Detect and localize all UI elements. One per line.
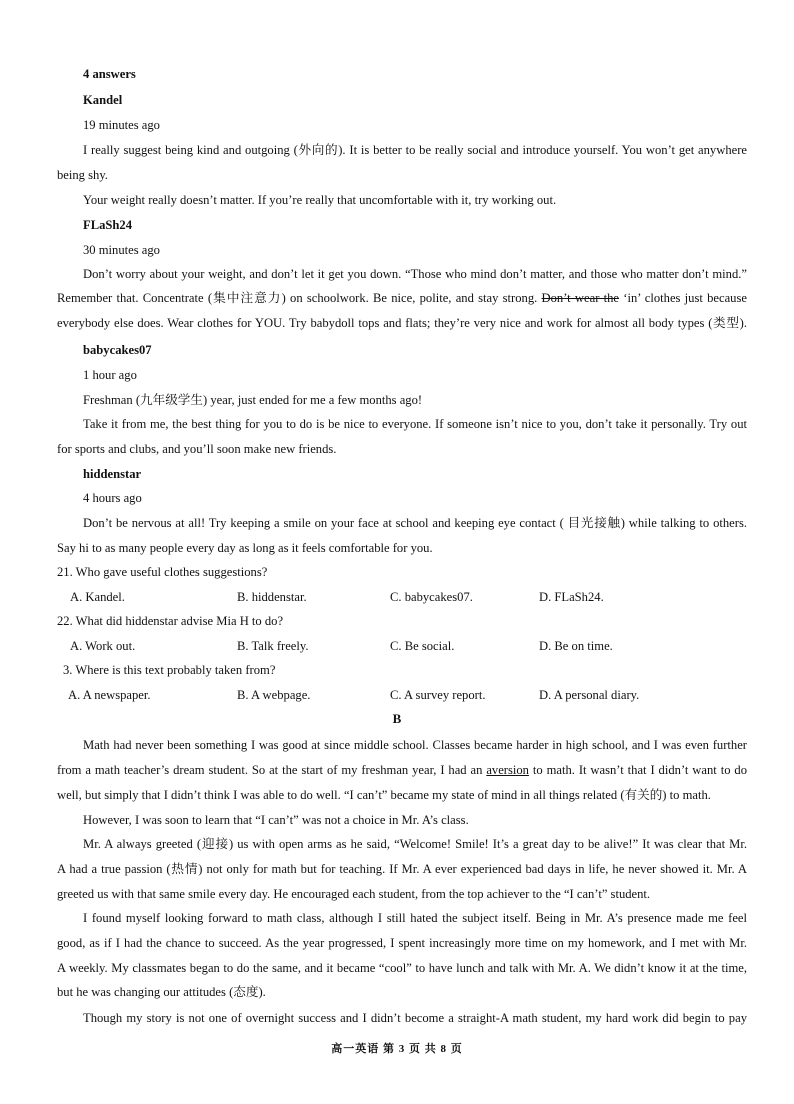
answer-text [57, 290, 747, 306]
answer-text: Take it from me, the best thing for you to do is be nice to everyone. If someone isn’t nice to you, don’t take it personally. Try out [83, 417, 747, 431]
passage-text-part: from a math teacher’s dream student. So at the start of my freshman year, I had an [57, 763, 487, 777]
option-d: D. A personal diary. [539, 688, 640, 702]
answers-count: 4 answers [83, 67, 136, 81]
option-a: A. Work out. [70, 639, 136, 653]
answer-text: being shy. [57, 168, 108, 182]
answer-time: 19 minutes ago [83, 118, 160, 132]
answer-user: FLaSh24 [83, 218, 132, 232]
option-d: D. Be on time. [539, 639, 613, 653]
answer-text: Don’t be nervous at all! Try keeping a smile on your face at school and keeping eye contact ( 目光接触) while talking to others. [83, 516, 747, 530]
passage-text-part: to math. It wasn’t that I didn’t want to do [528, 763, 747, 777]
option-c: C. A survey report. [390, 688, 486, 702]
answer-text: Your weight really doesn’t matter. If you’re really that uncomfortable with it, try working out. [83, 193, 557, 207]
answer-user: babycakes07 [83, 343, 152, 357]
answer-text: for sports and clubs, and you’ll soon make new friends. [57, 442, 337, 456]
passage-text: I found myself looking forward to math class, although I still hated the subject itself. Being in Mr. A’s presence made me feel [83, 911, 747, 925]
option-a: A. A newspaper. [68, 688, 151, 702]
answer-time: 1 hour ago [83, 368, 137, 382]
underlined-word: aversion [486, 763, 529, 777]
passage-text: However, I was soon to learn that “I can’t” was not a choice in Mr. A’s class. [83, 813, 469, 827]
passage-text: Mr. A always greeted (迎接) us with open arms as he said, “Welcome! Smile! It’s a great day to be alive!” It was clear that Mr. [83, 837, 747, 851]
option-d: D. FLaSh24. [539, 590, 604, 604]
question-stem: 22. What did hiddenstar advise Mia H to do? [57, 614, 284, 628]
option-c: C. babycakes07. [390, 590, 473, 604]
option-a: A. Kandel. [70, 590, 125, 604]
passage-text: but he was changing our attitudes (态度). [57, 985, 266, 999]
answer-user: hiddenstar [83, 467, 142, 481]
answer-text: Don’t worry about your weight, and don’t let it get you down. “Those who mind don’t matter, and those who matter don’t mind.” [83, 267, 747, 281]
section-title: B [392, 711, 402, 726]
answer-time: 30 minutes ago [83, 243, 160, 257]
page-footer: 高一英语 第 3 页 共 8 页 [331, 1043, 463, 1055]
answer-text: everybody else does. Wear clothes for YOU. Try babydoll tops and flats; they’re very nice and work for almost all body types (类型). [57, 316, 747, 330]
answer-text: Freshman (九年级学生) year, just ended for me a few months ago! [83, 393, 423, 407]
passage-text: good, as if I had the chance to succeed. As the year progressed, I spent increasingly more time on my homework, and I met with Mr. [57, 936, 747, 950]
passage-text: A weekly. My classmates began to do the same, and it became “cool” to have lunch and talk with Mr. A. We didn’t know it at the time, [57, 961, 747, 975]
option-b: B. Talk freely. [237, 639, 309, 653]
answer-text-part: Remember that. Concentrate (集中注意力) on schoolwork. Be nice, polite, and stay strong. [57, 291, 542, 305]
passage-text: greeted us with that same smile every day. He encouraged each student, from the top achiever to the “I can’t” student. [57, 887, 651, 901]
option-c: C. Be social. [390, 639, 455, 653]
option-b: B. A webpage. [237, 688, 311, 702]
answer-text: Say hi to as many people every day as long as it feels comfortable for you. [57, 541, 433, 555]
struck-text: Don’t wear the [541, 291, 620, 305]
option-b: B. hiddenstar. [237, 590, 307, 604]
passage-text: Though my story is not one of overnight success and I didn’t become a straight-A math student, my hard work did begin to pay [83, 1011, 747, 1025]
passage-text [57, 762, 747, 778]
answer-text: I really suggest being kind and outgoing (外向的). It is better to be really social and introduce yourself. You won’t get anywhere [83, 143, 747, 157]
answer-text-part: ‘in’ clothes just because [619, 291, 747, 305]
passage-text: Math had never been something I was good at since middle school. Classes became harder in high school, and I was even further [83, 738, 747, 752]
answer-time: 4 hours ago [83, 491, 142, 505]
passage-text: A had a true passion (热情) not only for math but for teaching. If Mr. A ever experienced bad days in life, he never showed it. Mr. A [57, 862, 747, 876]
passage-text: well, but simply that I didn’t think I was able to do well. “I can’t” became my state of mind in all things related (有关的) to math. [57, 788, 711, 802]
question-stem: 21. Who gave useful clothes suggestions? [57, 565, 268, 579]
answer-user: Kandel [83, 93, 123, 107]
question-stem: 3. Where is this text probably taken from? [63, 663, 276, 677]
